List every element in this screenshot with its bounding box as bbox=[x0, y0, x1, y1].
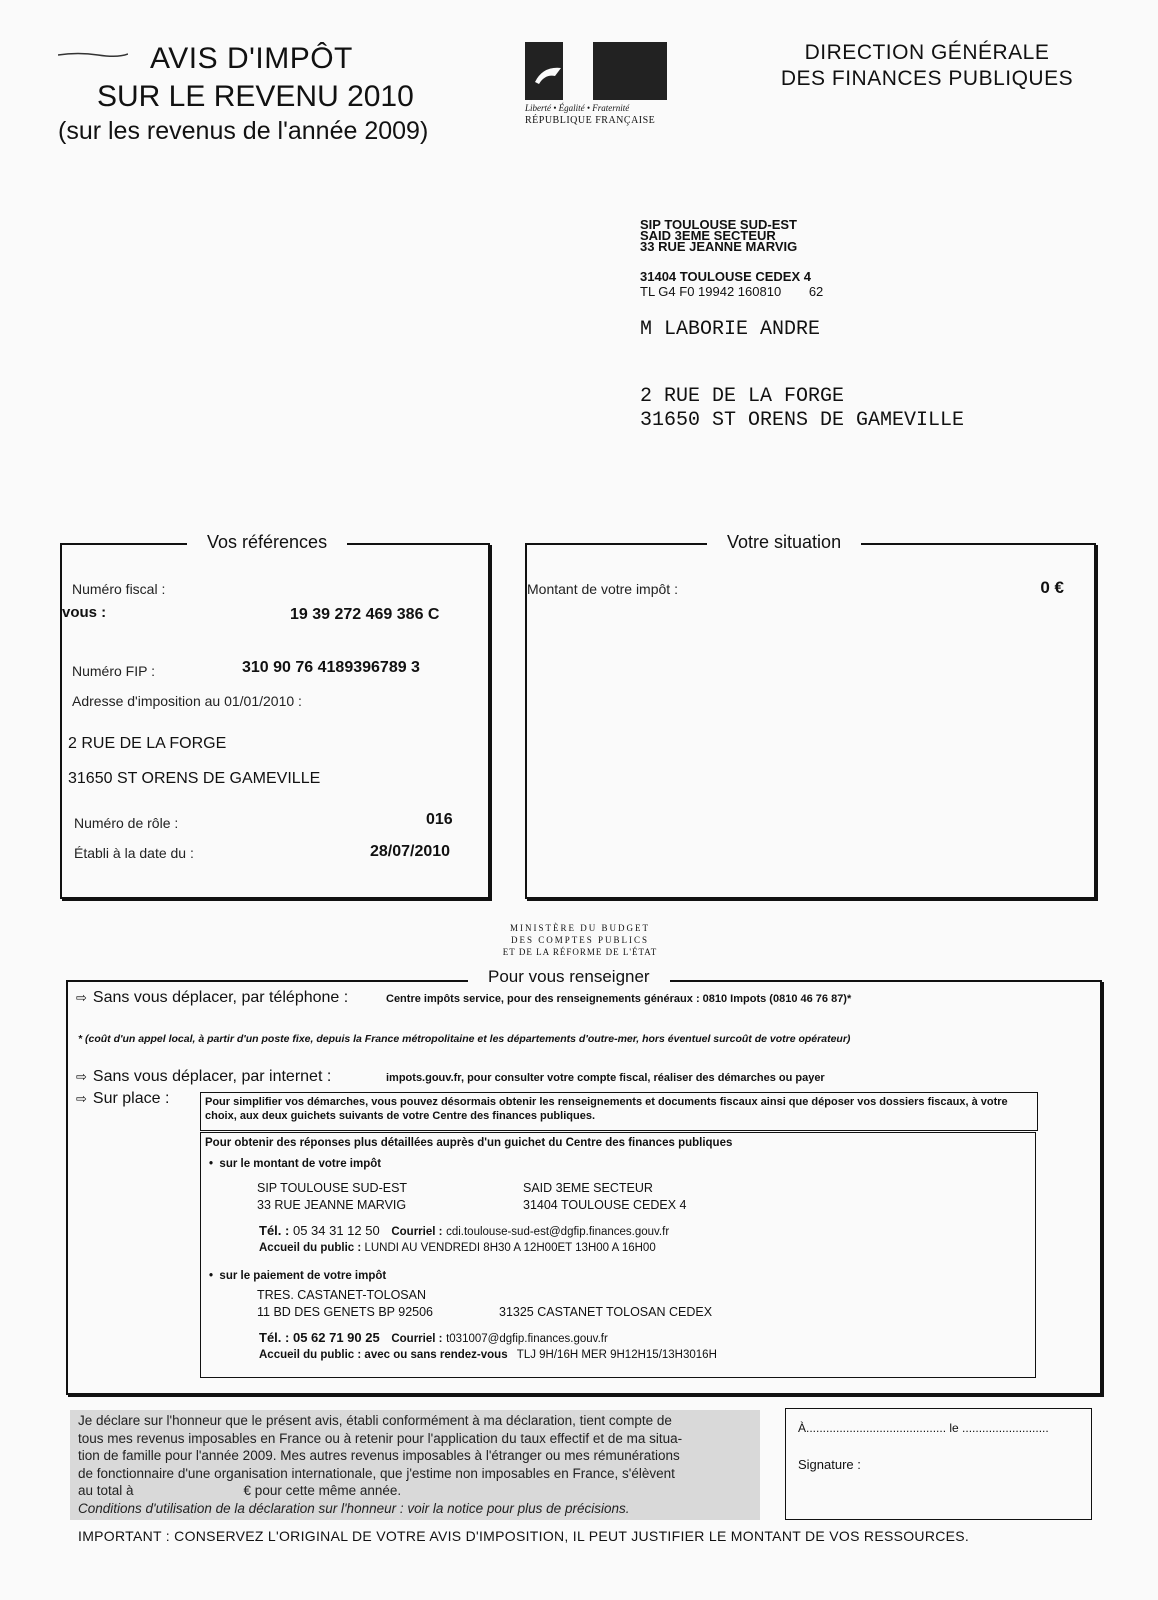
pen-mark-decoration bbox=[58, 52, 128, 58]
sender-cedex: 31404 TOULOUSE CEDEX 4 bbox=[640, 269, 811, 284]
situation-box bbox=[525, 532, 1096, 899]
montant-label: Montant de votre impôt : bbox=[527, 581, 678, 597]
arrow-right-icon: ⇨ bbox=[76, 990, 87, 1005]
recipient-name: M LABORIE ANDRE bbox=[640, 318, 821, 341]
vous-label: vous : bbox=[62, 604, 107, 621]
adresse-line2: 31650 ST ORENS DE GAMEVILLE bbox=[68, 770, 321, 787]
montant-bullet: • sur le montant de votre impôt bbox=[209, 1158, 382, 1170]
said-city: 31404 TOULOUSE CEDEX 4 bbox=[523, 1198, 687, 1212]
said-name: SAID 3EME SECTEUR bbox=[523, 1181, 653, 1195]
direction-generale: DIRECTION GÉNÉRALE DES FINANCES PUBLIQUES bbox=[780, 41, 1074, 90]
declaration-text: Je déclare sur l'honneur que le présent avis, établi conformément à ma déclaration, tient compte de tous mes revenus imposables en France ou à retenir pour l'application du taux effectif et de ma situa- tion de famille pour l'année 2009. Mes autres revenus imposables à l'étranger ou mes rémunérations de fonctionnaire d'une organisation internationale, que j'estime non imposables en France, s'élèvent au total à € pour cette même année. Conditions d'utilisation de la déclaration sur l'honneur : voir la notice pour plus de précisions. bbox=[78, 1413, 683, 1516]
logo-motto: Liberté • Égalité • Fraternité bbox=[525, 103, 630, 113]
important-notice: IMPORTANT : CONSERVEZ L'ORIGINAL DE VOTRE AVIS D'IMPOSITION, IL PEUT JUSTIFIER LE MONTANT DE VOS RESSOURCES. bbox=[78, 1528, 970, 1544]
date-value: 28/07/2010 bbox=[370, 843, 451, 860]
lieu-date-field[interactable]: À.......................................... le .......................... bbox=[798, 1421, 1049, 1435]
fip-label: Numéro FIP : bbox=[72, 663, 155, 679]
document-title: AVIS D'IMPÔT bbox=[150, 42, 353, 75]
courriel2-link[interactable]: t031007@dgfip.finances.gouv.fr bbox=[446, 1333, 608, 1345]
guichet-box bbox=[200, 1132, 1036, 1378]
info-box bbox=[66, 967, 1102, 1395]
arrow-right-icon: ⇨ bbox=[76, 1069, 87, 1084]
sender-address: SIP TOULOUSE SUD-EST SAID 3EME SECTEUR 33 RUE JEANNE MARVIG bbox=[640, 217, 798, 254]
montant-value: 0 € bbox=[1040, 578, 1064, 597]
guichet-intro: Pour obtenir des réponses plus détaillées auprès d'un guichet du Centre des finances publiques bbox=[205, 1137, 733, 1149]
signature-box[interactable] bbox=[785, 1408, 1092, 1520]
document-year-note: (sur les revenus de l'année 2009) bbox=[58, 117, 429, 145]
situation-legend: Votre situation bbox=[707, 532, 861, 553]
marianne-logo-emblem bbox=[525, 42, 667, 100]
info-telephone-text: Centre impôts service, pour des renseignements généraux : 0810 Impots (0810 46 76 87)* bbox=[386, 993, 852, 1005]
references-box bbox=[60, 532, 490, 899]
tel1-row: Tél. : 05 34 31 12 50 Courriel : cdi.toulouse-sud-est@dgfip.finances.gouv.fr bbox=[259, 1223, 670, 1238]
info-place-box: Pour simplifier vos démarches, vous pouvez désormais obtenir les renseignements et documents fiscaux ainsi que déposer vos dossiers fiscaux, à votre choix, aux deux guichets suivants de votre Centre des finances publiques. bbox=[200, 1092, 1038, 1131]
sip-street: 33 RUE JEANNE MARVIG bbox=[257, 1198, 407, 1212]
info-internet-text[interactable]: impots.gouv.fr, pour consulter votre compte fiscal, réaliser des démarches ou payer bbox=[386, 1072, 825, 1084]
tel2-row: Tél. : 05 62 71 90 25 Courriel : t031007@dgfip.finances.gouv.fr bbox=[259, 1330, 608, 1345]
paiement-bullet: • sur le paiement de votre impôt bbox=[209, 1270, 387, 1282]
adresse-label: Adresse d'imposition au 01/01/2010 : bbox=[72, 693, 302, 709]
courriel1-link[interactable]: cdi.toulouse-sud-est@dgfip.finances.gouv.fr bbox=[446, 1226, 670, 1238]
sip-name: SIP TOULOUSE SUD-EST bbox=[257, 1181, 408, 1195]
info-legend: Pour vous renseigner bbox=[468, 967, 670, 987]
accueil1-row: Accueil du public : LUNDI AU VENDREDI 8H30 A 12H00ET 13H00 A 16H00 bbox=[259, 1242, 656, 1254]
tres-city: 31325 CASTANET TOLOSAN CEDEX bbox=[499, 1305, 713, 1319]
date-label: Établi à la date du : bbox=[74, 845, 194, 861]
role-label: Numéro de rôle : bbox=[74, 815, 179, 831]
references-legend: Vos références bbox=[187, 532, 347, 553]
marianne-logo bbox=[525, 42, 675, 126]
ministere-label: MINISTÈRE DU BUDGET DES COMPTES PUBLICS ET DE LA RÉFORME DE L'ÉTAT bbox=[502, 923, 658, 957]
logo-republique: RÉPUBLIQUE FRANÇAISE bbox=[525, 115, 656, 126]
role-value: 016 bbox=[426, 811, 453, 828]
info-telephone-note: * (coût d'un appel local, à partir d'un poste fixe, depuis la France métropolitaine et les départements d'outre-mer, hors éventuel surcoût de votre opérateur) bbox=[78, 1033, 851, 1045]
tres-street: 11 BD DES GENETS BP 92506 bbox=[257, 1305, 434, 1319]
tres-name: TRES. CASTANET-TOLOSAN bbox=[257, 1288, 427, 1302]
accueil2-row: Accueil du public : avec ou sans rendez-vous TLJ 9H/16H MER 9H12H15/13H3016H bbox=[259, 1349, 717, 1361]
signature-label: Signature : bbox=[798, 1457, 861, 1472]
info-place-row: ⇨ Sur place : bbox=[76, 1090, 170, 1107]
fip-value: 310 90 76 4189396789 3 bbox=[242, 659, 420, 676]
recipient-address: 2 RUE DE LA FORGE 31650 ST ORENS DE GAMEVILLE bbox=[640, 385, 965, 432]
adresse-line1: 2 RUE DE LA FORGE bbox=[68, 735, 227, 752]
info-telephone-row: ⇨ Sans vous déplacer, par téléphone : bbox=[76, 989, 349, 1006]
arrow-right-icon: ⇨ bbox=[76, 1091, 87, 1106]
document-subtitle: SUR LE REVENU 2010 bbox=[97, 80, 414, 113]
num-fiscal-value: 19 39 272 469 386 C bbox=[290, 606, 440, 623]
info-internet-row: ⇨ Sans vous déplacer, par internet : bbox=[76, 1068, 332, 1085]
num-fiscal-label: Numéro fiscal : bbox=[72, 581, 166, 597]
tracking-line: TL G4 F0 19942 160810 62 bbox=[640, 284, 824, 299]
